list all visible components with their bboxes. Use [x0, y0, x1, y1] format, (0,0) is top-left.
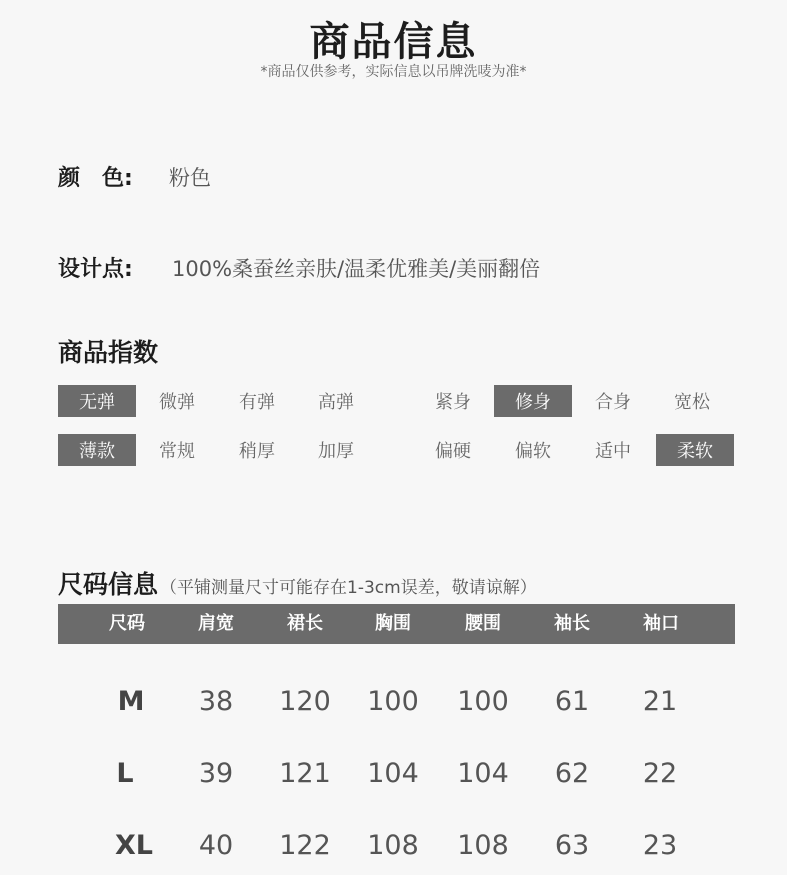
table-cell: 63 [554, 830, 590, 861]
size-table-header [58, 604, 735, 644]
size-cell: XL [114, 830, 154, 861]
size-note: （平铺测量尺寸可能存在1-3cm误差，敬请谅解） [160, 578, 537, 598]
page-title: 商品信息 [309, 19, 478, 65]
chip-softness-1: 偏硬 [435, 441, 471, 462]
table-cell: 38 [198, 686, 234, 717]
table-cell: 61 [554, 686, 590, 717]
header-sleeve-length: 袖长 [554, 613, 590, 634]
table-cell: 39 [198, 758, 234, 789]
table-cell: 22 [642, 758, 678, 789]
table-cell: 121 [279, 758, 331, 789]
chip-thickness-2: 常规 [159, 441, 195, 462]
chip-softness-4: 柔软 [656, 434, 734, 466]
chip-thickness-4: 加厚 [318, 441, 354, 462]
index-section-title: 商品指数 [58, 338, 159, 367]
table-cell: 21 [642, 686, 678, 717]
color-row [58, 161, 211, 192]
design-label: 设计点: [58, 257, 133, 282]
table-cell: 62 [554, 758, 590, 789]
page-subtitle: *商品仅供参考，实际信息以吊牌洗唛为准* [260, 64, 527, 80]
table-cell: 104 [457, 758, 509, 789]
chip-softness-2: 偏软 [515, 441, 551, 462]
chip-elasticity-3: 有弹 [239, 392, 275, 413]
table-cell: 40 [198, 830, 234, 861]
table-cell: 122 [279, 830, 331, 861]
size-cell: M [117, 686, 145, 717]
chip-elasticity-4: 高弹 [318, 392, 354, 413]
size-title-text: 尺码信息 [58, 570, 159, 599]
chip-fit-3: 合身 [595, 392, 631, 413]
header-bust: 胸围 [375, 613, 411, 634]
chip-thickness-3: 稍厚 [239, 441, 275, 462]
chip-thickness-1: 薄款 [58, 434, 136, 466]
table-cell: 108 [457, 830, 509, 861]
header-size: 尺码 [109, 613, 145, 634]
size-section-title [58, 565, 537, 601]
size-cell: L [116, 758, 134, 789]
header-waist: 腰围 [465, 613, 501, 634]
table-cell: 100 [367, 686, 419, 717]
table-cell: 23 [642, 830, 678, 861]
design-row [58, 252, 540, 283]
header-cuff: 袖口 [643, 613, 679, 634]
chip-fit-2: 修身 [494, 385, 572, 417]
chip-elasticity-1: 无弹 [58, 385, 136, 417]
header-skirt-length: 裙长 [287, 613, 323, 634]
color-label: 颜 色: [58, 166, 133, 191]
table-cell: 120 [279, 686, 331, 717]
table-cell: 100 [457, 686, 509, 717]
chip-fit-4: 宽松 [674, 392, 710, 413]
chip-softness-3: 适中 [595, 441, 631, 462]
chip-fit-1: 紧身 [435, 392, 471, 413]
design-value: 100%桑蚕丝亲肤/温柔优雅美/美丽翻倍 [172, 257, 541, 281]
header-shoulder: 肩宽 [198, 613, 234, 634]
table-cell: 104 [367, 758, 419, 789]
color-value: 粉色 [169, 166, 211, 190]
table-cell: 108 [367, 830, 419, 861]
chip-elasticity-2: 微弹 [159, 392, 195, 413]
